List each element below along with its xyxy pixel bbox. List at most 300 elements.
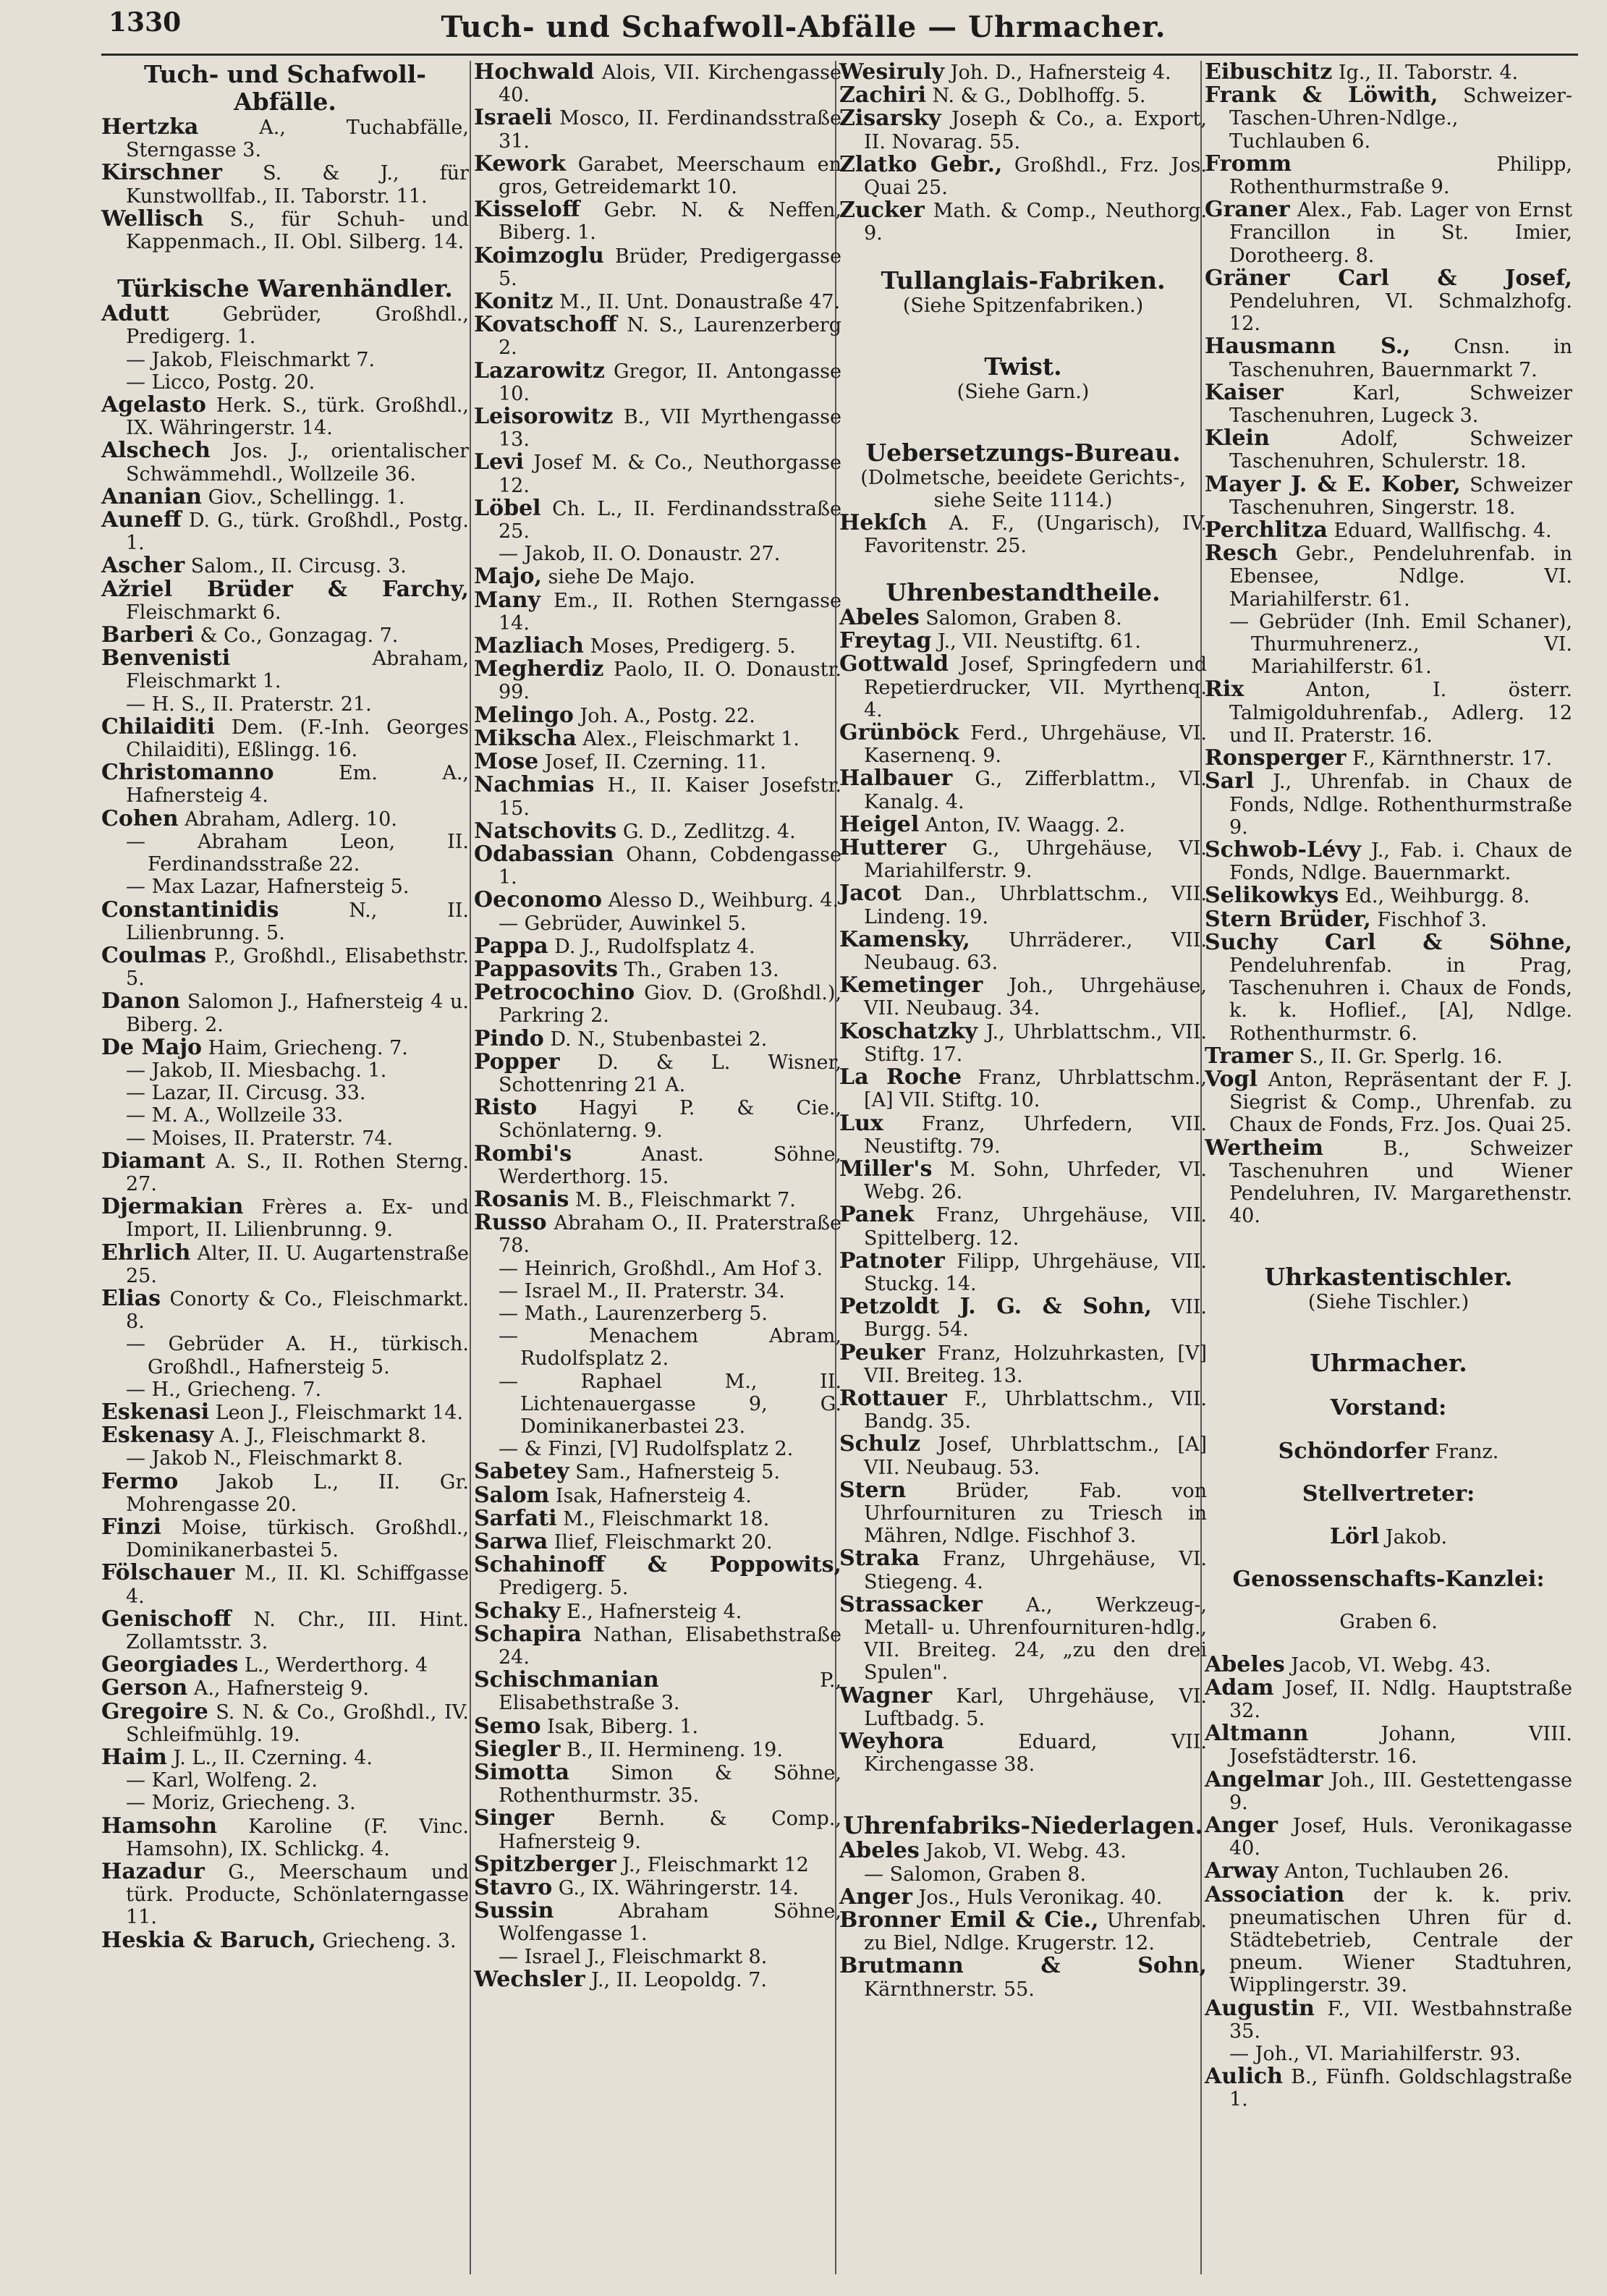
entry-name: Sarwa <box>474 1529 548 1554</box>
entry-name: Diamant <box>101 1148 205 1174</box>
directory-entry <box>839 928 1207 974</box>
entry-name: Gräner Carl & Josef, <box>1205 265 1572 291</box>
directory-entry <box>101 1287 469 1333</box>
entry-details: Graben 6. <box>1339 1611 1438 1634</box>
entry-details: J. L., II. Czerning. 4. <box>166 1747 373 1770</box>
directory-entry <box>1205 61 1572 84</box>
directory-entry <box>101 1401 469 1424</box>
directory-entry <box>474 774 841 819</box>
entry-name: Christomanno <box>101 760 274 786</box>
directory-entry <box>474 958 841 981</box>
entry-details: Paolo, II. O. Donaustr. 99. <box>499 658 841 704</box>
entry-details: B., Fünfh. Goldschlagstraße 1. <box>1229 2066 1572 2111</box>
directory-entry <box>839 630 1207 653</box>
entry-details: Dem. (F.-Inh. Georges Chilaiditi), Eßlingg. 16. <box>126 716 469 762</box>
directory-entry <box>1205 747 1572 770</box>
entry-name: Resch <box>1205 541 1278 567</box>
entry-details: Cnsn. in Taschenuhren, Bauernmarkt 7. <box>1229 336 1572 381</box>
running-head: Tuch- und Schafwoll-Abfälle — Uhrmacher. <box>441 10 1166 44</box>
directory-entry <box>839 1682 1207 1730</box>
directory-entry <box>101 483 469 509</box>
entry-details: Anton, Repräsentant der F. J. Siegrist & Comp., Uhrenfab. zu Chaux de Fonds, Frz. Jos. Quai 25. <box>1229 1068 1572 1137</box>
entry-name: Straka <box>839 1546 920 1572</box>
directory-entry <box>474 589 841 635</box>
entry-details: Jos., Huls Veronikag. 40. <box>912 1886 1163 1909</box>
entry-name: Stellvertreter: <box>1302 1480 1475 1507</box>
entry-name: Wellisch <box>101 206 204 232</box>
entry-details: — Menachem Abram, Rudolfsplatz 2. <box>499 1325 841 1371</box>
directory-entry <box>101 876 469 898</box>
entry-name: Altmann <box>1205 1721 1309 1747</box>
entry-details: Brüder, Predigergasse 5. <box>499 245 841 290</box>
directory-entry <box>474 290 841 313</box>
directory-entry <box>474 1280 841 1302</box>
directory-entry <box>474 912 841 935</box>
directory-entry <box>101 1082 469 1104</box>
entry-details: Franz, Uhrgehäuse, VI. Stiegeng. 4. <box>864 1548 1207 1593</box>
entry-name: Odabassian <box>474 841 614 867</box>
entry-name: Ananian <box>101 483 202 509</box>
entry-details: M., II. Kl. Schiffgasse 4. <box>126 1562 469 1608</box>
entry-details: J., Fleischmarkt 12 <box>616 1853 809 1876</box>
directory-entry <box>101 394 469 439</box>
entry-name: Kework <box>474 151 566 177</box>
entry-details: Em., II. Rothen Sterngasse 14. <box>499 589 841 635</box>
directory-entry <box>839 1339 1207 1387</box>
cross-reference: (Siehe Garn.) <box>957 380 1090 403</box>
entry-details: — Gebrüder A. H., türkisch. Großhdl., Hafnersteig 5. <box>126 1333 469 1378</box>
entry-name: Kaiser <box>1205 379 1284 405</box>
directory-entry <box>1205 1881 1572 1997</box>
entry-details: Josef, Springfedern und Repetierdrucker, VII. Myrthenq. 4. <box>864 653 1207 721</box>
entry-details: — Heinrich, Großhdl., Am Hof 3. <box>499 1257 823 1280</box>
entry-details: der k. k. priv. pneumatischen Uhren für d. Städtebetrieb, Centrale der pneum. Wiener Stadtuhren, Wipplingerstr. 39. <box>1229 1884 1572 1997</box>
entry-details: Josef M. & Co., Neuthorgasse 12. <box>499 452 841 497</box>
directory-entry <box>474 405 841 451</box>
entry-details: B., II. Hermineng. 19. <box>560 1738 783 1761</box>
entry-name: Abeles <box>1205 1651 1285 1677</box>
entry-name: Schulz <box>839 1431 920 1457</box>
directory-entry <box>474 106 841 152</box>
directory-entry <box>1205 931 1572 1045</box>
directory-entry <box>1205 1860 1572 1883</box>
directory-entry <box>1205 427 1572 473</box>
entry-details: S. N. & Co., Großhdl., IV. Schleifmühlg. 19. <box>126 1700 469 1746</box>
directory-entry <box>474 61 841 106</box>
entry-name: Kisseloff <box>474 197 580 223</box>
column-2 <box>474 61 841 1991</box>
entry-details: Fleischmarkt 6. <box>126 601 281 624</box>
directory-entry <box>839 509 1207 557</box>
entry-details: D. G., türk. Großhdl., Postg. 1. <box>126 509 469 555</box>
directory-entry <box>474 1876 841 1899</box>
directory-entry <box>101 1860 469 1929</box>
entry-name: Zucker <box>839 198 925 224</box>
entry-details: — Moises, II. Praterstr. 74. <box>126 1127 394 1150</box>
directory-entry <box>101 1036 469 1059</box>
section-heading: Uhrmacher. <box>1310 1349 1467 1378</box>
guild-officer-line <box>1205 1440 1572 1463</box>
directory-entry <box>101 1792 469 1814</box>
directory-entry <box>474 1807 841 1852</box>
entry-details: Karl, Uhrgehäuse, VI. Luftbadg. 5. <box>864 1685 1207 1730</box>
directory-entry <box>474 1669 841 1714</box>
entry-name: Gerson <box>101 1675 188 1701</box>
entry-name: Zlatko Gebr., <box>839 151 1003 177</box>
entry-details: Bernh. & Comp., Hafnersteig 9. <box>499 1808 841 1853</box>
directory-entry <box>474 1530 841 1554</box>
entry-details: Schweizer Taschenuhren, Singerstr. 18. <box>1229 473 1572 519</box>
entry-details: — Jakob, II. Miesbachg. 1. <box>126 1059 387 1082</box>
entry-details: Math. & Comp., Neuthorg. 9. <box>864 200 1207 245</box>
entry-details: Hagyi P. & Cie., Schönlaterng. 9. <box>499 1097 841 1143</box>
directory-entry <box>101 1333 469 1378</box>
directory-entry <box>101 1195 469 1241</box>
entry-name: Djermakian <box>101 1194 244 1220</box>
entry-name: Freytag <box>839 628 932 654</box>
entry-name: Koschatzky <box>839 1018 978 1044</box>
directory-entry <box>101 693 469 716</box>
directory-entry <box>474 1438 841 1460</box>
directory-entry <box>101 990 469 1035</box>
directory-entry <box>1205 884 1572 907</box>
guild-officer-line <box>1205 1611 1572 1633</box>
entry-name: Schöndorfer <box>1278 1438 1429 1464</box>
entry-name: Kemetinger <box>839 973 983 999</box>
cross-reference: (Siehe Spitzenfabriken.) <box>902 294 1144 317</box>
entry-details: Gebr. N. & Neffen, Biberg. 1. <box>499 199 841 245</box>
entry-details: N. & G., Doblhoffg. 5. <box>926 85 1146 108</box>
entry-details: — Gebrüder, Auwinkel 5. <box>499 912 747 935</box>
entry-details: — Lazar, II. Circusg. 33. <box>126 1082 366 1105</box>
directory-entry <box>474 1302 841 1325</box>
entry-name: La Roche <box>839 1064 962 1090</box>
directory-entry <box>474 1968 841 1991</box>
entry-details: Ch. L., II. Ferdinandsstraße 25. <box>499 497 841 543</box>
directory-entry <box>101 554 469 577</box>
entry-name: Majo, <box>474 564 542 590</box>
directory-entry <box>474 198 841 244</box>
directory-entry <box>1205 519 1572 542</box>
directory-entry <box>101 1059 469 1082</box>
column-4 <box>1205 61 1572 2111</box>
entry-details: Alex., Fab. Lager von Ernst Francillon in St. Imier, Dorotheerg. 8. <box>1229 199 1572 267</box>
entry-details: Frères a. Ex- und Import, II. Lilienbrunng. 9. <box>126 1196 469 1242</box>
entry-name: Agelasto <box>101 392 206 418</box>
entry-name: Selikowkys <box>1205 883 1339 909</box>
entry-name: Eibuschitz <box>1205 59 1333 85</box>
entry-name: Petzoldt J. G. & Sohn, <box>839 1294 1152 1320</box>
entry-name: Chilaiditi <box>101 713 215 740</box>
column-3 <box>839 61 1207 2001</box>
entry-name: Stern <box>839 1477 907 1503</box>
entry-name: Lazarowitz <box>474 357 605 384</box>
directory-entry <box>101 944 469 990</box>
entry-name: Jacot <box>839 881 902 907</box>
entry-name: Strassacker <box>839 1591 983 1617</box>
entry-details: Abraham Söhne, Wolfengasse 1. <box>499 1900 841 1946</box>
directory-entry <box>101 1700 469 1746</box>
entry-details: — Gebrüder (Inh. Emil Schaner), Thurmuhrenerz., VI. Mariahilferstr. 61. <box>1229 610 1572 679</box>
entry-name: Megherdiz <box>474 656 604 682</box>
entry-name: Gottwald <box>839 651 949 677</box>
entry-name: Perchlitza <box>1205 517 1328 543</box>
entry-name: Association <box>1205 1881 1345 1907</box>
entry-details: — Salomon, Graben 8. <box>864 1863 1087 1886</box>
directory-entry <box>474 565 841 588</box>
directory-entry <box>1205 678 1572 747</box>
directory-entry <box>1205 1045 1572 1068</box>
entry-name: Tramer <box>1205 1043 1294 1069</box>
entry-details: P., Elisabethstraße 3. <box>499 1669 841 1715</box>
directory-entry <box>474 1460 841 1483</box>
entry-details: — & Finzi, [V] Rudolfsplatz 2. <box>499 1438 794 1461</box>
entry-details: — Jakob, Fleischmarkt 7. <box>126 348 376 371</box>
entry-name: Genischoff <box>101 1606 232 1632</box>
entry-details: Abraham O., II. Praterstraße 78. <box>499 1212 841 1258</box>
directory-entry <box>101 761 469 807</box>
spacer <box>839 1776 1207 1812</box>
entry-name: Ronsperger <box>1205 745 1347 771</box>
header-rule <box>101 54 1578 56</box>
directory-entry <box>474 889 841 912</box>
entry-name: Sarl <box>1205 768 1255 795</box>
entry-details: Joh. D., Hafnersteig 4. <box>944 62 1171 84</box>
directory-entry <box>839 1433 1207 1478</box>
entry-name: Konitz <box>474 289 554 315</box>
entry-details: Josef, Huls. Veronikagasse 40. <box>1229 1815 1572 1860</box>
entry-details: F., VII. Westbahnstraße 35. <box>1229 1997 1572 2043</box>
entry-details: Jakob L., II. Gr. Mohrengasse 20. <box>126 1470 469 1516</box>
directory-entry <box>839 153 1207 199</box>
directory-entry <box>101 208 469 253</box>
entry-name: Arway <box>1205 1858 1279 1884</box>
entry-details: G., Zifferblattm., VI. Kanalg. 4. <box>864 768 1207 813</box>
entry-name: Hazadur <box>101 1859 205 1885</box>
entry-name: Mose <box>474 749 539 775</box>
entry-name: Sarfati <box>474 1505 557 1531</box>
entry-name: Lörl <box>1329 1523 1380 1549</box>
entry-name: Stern Brüder, <box>1205 906 1371 932</box>
entry-name: Danon <box>101 988 181 1014</box>
directory-entry <box>474 1715 841 1738</box>
entry-details: M. Sohn, Uhrfeder, VI. Webg. 26. <box>864 1158 1207 1204</box>
entry-details: Ig., II. Taborstr. 4. <box>1332 62 1519 84</box>
entry-name: Lux <box>839 1110 883 1136</box>
directory-entry <box>101 624 469 647</box>
entry-name: Anger <box>839 1884 912 1910</box>
entry-details: Conorty & Co., Fleischmarkt. 8. <box>126 1287 469 1334</box>
entry-details: — Math., Laurenzerberg 5. <box>499 1302 768 1325</box>
entry-name: Petrocochino <box>474 980 635 1006</box>
entry-name: Siegler <box>474 1736 561 1762</box>
entry-details: Kärnthnerstr. 55. <box>864 1978 1035 2001</box>
directory-entry <box>101 1815 469 1860</box>
entry-details: F., Kärnthnerstr. 17. <box>1346 747 1553 771</box>
directory-entry <box>101 302 469 348</box>
spacer <box>839 317 1207 353</box>
entry-details: Josef, Uhrblattschm., [A] VII. Neubaug. 53. <box>864 1433 1207 1479</box>
entry-name: Graner <box>1205 197 1290 223</box>
directory-entry <box>839 882 1207 928</box>
entry-details: Em. A., Hafnersteig 4. <box>126 762 469 808</box>
directory-entry <box>101 899 469 944</box>
entry-name: Rix <box>1205 677 1245 703</box>
entry-details: Ferd., Uhrgehäuse, VI. Kasernenq. 9. <box>864 722 1207 768</box>
directory-entry <box>101 831 469 876</box>
entry-details: Philipp, Rothenthurmstraße 9. <box>1229 153 1572 199</box>
entry-name: Salom <box>474 1482 550 1508</box>
entry-name: Brutmann & Sohn, <box>839 1953 1207 1979</box>
entry-details: Simon & Söhne, Rothenthurmstr. 35. <box>499 1762 841 1808</box>
entry-details: Schweizer-Taschen-Uhren-Ndlge., Tuchlauben 6. <box>1229 85 1572 153</box>
entry-name: Bronner Emil & Cie., <box>839 1907 1099 1933</box>
directory-entry <box>474 1761 841 1807</box>
directory-entry <box>474 727 841 750</box>
entry-details: B., VII Myrthengasse 13. <box>499 406 841 452</box>
entry-name: Stavro <box>474 1875 553 1901</box>
directory-entry <box>1205 1653 1572 1677</box>
directory-entry <box>101 116 469 161</box>
directory-entry <box>474 1096 841 1142</box>
entry-name: Schapira <box>474 1621 582 1647</box>
entry-name: Ažriel Brüder & Farchy, <box>101 576 469 602</box>
entry-name: Ascher <box>101 553 185 579</box>
directory-entry <box>101 1104 469 1127</box>
entry-details: Salomon J., Hafnersteig 4 u. Biberg. 2. <box>126 991 469 1036</box>
directory-entry <box>101 805 469 831</box>
entry-details: Gregor, II. Antongasse 10. <box>499 360 841 405</box>
directory-entry <box>1205 267 1572 336</box>
entry-name: Haim <box>101 1745 167 1771</box>
entry-name: Schaky <box>474 1598 561 1624</box>
entry-details: S., II. Gr. Sperlg. 16. <box>1293 1045 1503 1068</box>
directory-entry <box>101 1608 469 1653</box>
entry-name: Panek <box>839 1202 914 1228</box>
directory-entry <box>839 1839 1207 1863</box>
section-heading: Tullanglais-Fabriken. <box>881 266 1166 295</box>
entry-name: Hertzka <box>101 114 199 140</box>
entry-name: Wagner <box>839 1682 933 1708</box>
entry-name: Pappasovits <box>474 956 619 982</box>
entry-details: Brüder, Fab. von Uhrfournituren zu Triesch in Mähren, Ndlge. Fischhof 3. <box>864 1479 1207 1548</box>
entry-name: Heskia & Baruch, <box>101 1927 316 1953</box>
entry-details: — Raphael M., II. Lichtenauergasse 9, G. Dominikanerbastei 23. <box>499 1370 841 1438</box>
entry-name: Augustin <box>1205 1995 1315 2021</box>
entry-details: D. N., Stubenbastei 2. <box>543 1028 768 1051</box>
entry-name: Natschovits <box>474 818 617 844</box>
directory-entry <box>839 767 1207 813</box>
section-heading: Tuch- und Schafwoll-Abfälle. <box>143 60 427 116</box>
entry-details: Pendeluhrenfab. in Prag, Taschenuhren i. Chaux de Fonds, k. k. Hoflief., [A], Ndlge. Rothenthurmstr. 6. <box>1229 954 1572 1045</box>
entry-details: Eduard, VII. Kirchengasse 38. <box>864 1730 1207 1776</box>
entry-name: Suchy Carl & Söhne, <box>1205 929 1572 955</box>
entry-details: Ilief, Fleischmarkt 20. <box>548 1531 773 1554</box>
entry-name: Hausmann S., <box>1205 334 1411 360</box>
entry-details: Herk. S., türk. Großhdl., IX. Währingerstr. 14. <box>126 394 469 440</box>
entry-name: Oeconomo <box>474 887 603 913</box>
entry-details: A., Hafnersteig 9. <box>187 1677 369 1700</box>
directory-entry <box>1205 2043 1572 2065</box>
directory-entry <box>474 1899 841 1945</box>
entry-name: Klein <box>1205 425 1270 452</box>
entry-details: A., Tuchabfälle, Sterngasse 3. <box>126 117 469 162</box>
directory-entry <box>101 578 469 624</box>
entry-name: Sussin <box>474 1898 554 1924</box>
directory-entry <box>101 509 469 554</box>
directory-entry <box>474 1371 841 1439</box>
entry-details: — Max Lazar, Hafnersteig 5. <box>126 876 410 899</box>
entry-details: Karl, Schweizer Taschenuhren, Lugeck 3. <box>1229 381 1572 428</box>
directory-entry <box>1205 335 1572 381</box>
entry-details: Fischhof 3. <box>1370 908 1488 931</box>
entry-details: J., Fab. i. Chaux de Fonds, Ndlge. Bauernmarkt. <box>1229 839 1572 885</box>
directory-entry <box>474 704 841 727</box>
entry-details: P., Großhdl., Elisabethstr. 5. <box>126 944 469 991</box>
directory-entry <box>474 1140 841 1188</box>
page-number: 1330 <box>109 7 182 38</box>
entry-details: B., Schweizer Taschenuhren und Wiener Pendeluhren, IV. Margarethenstr. 40. <box>1229 1137 1572 1228</box>
entry-name: Rottauer <box>839 1385 947 1411</box>
entry-details: Joh., III. Gestettengasse 9. <box>1229 1768 1572 1814</box>
entry-details: J., II. Leopoldg. 7. <box>585 1968 767 1991</box>
guild-officer-line <box>1205 1525 1572 1549</box>
directory-entry <box>474 1051 841 1096</box>
directory-entry <box>1205 1722 1572 1768</box>
entry-details: Salomon, Graben 8. <box>919 607 1122 630</box>
directory-entry <box>1205 1814 1572 1860</box>
entry-name: Anger <box>1205 1813 1278 1838</box>
directory-entry <box>474 658 841 703</box>
entry-details: — Abraham Leon, II. Ferdinandsstraße 22. <box>126 830 469 876</box>
entry-details: A. F., (Ungarisch), IV. Favoritenstr. 25. <box>864 512 1207 557</box>
directory-entry <box>474 451 841 496</box>
entry-details: D. & L. Wisner, Schottenring 21 A. <box>499 1051 841 1096</box>
directory-entry <box>474 1025 841 1051</box>
directory-entry <box>101 1677 469 1700</box>
entry-details: Joh. A., Postg. 22. <box>573 704 755 727</box>
entry-name: Hochwald <box>474 59 595 85</box>
spacer <box>1205 1313 1572 1350</box>
directory-entry <box>474 543 841 565</box>
entry-details: Filipp, Uhrgehäuse, VII. Stuckg. 14. <box>864 1250 1207 1295</box>
directory-entry <box>474 1738 841 1761</box>
directory-entry <box>101 1562 469 1607</box>
directory-entry <box>1205 381 1572 427</box>
entry-name: Abeles <box>839 1838 920 1864</box>
directory-entry <box>474 1325 841 1370</box>
entry-details: D. J., Rudolfsplatz 4. <box>548 935 755 958</box>
entry-details: N. S., Laurenzerberg 2. <box>499 314 841 360</box>
entry-details: Adolf, Schweizer Taschenuhren, Schulerstr. 18. <box>1229 428 1572 473</box>
directory-entry <box>101 1516 469 1562</box>
entry-details: Franz, Uhrgehäuse, VII. Spittelberg. 12. <box>864 1204 1207 1250</box>
entry-details: L., Werderthorg. 4 <box>238 1654 428 1677</box>
directory-entry <box>474 1600 841 1623</box>
entry-name: Cohen <box>101 805 179 831</box>
entry-name: Vogl <box>1205 1066 1258 1092</box>
directory-entry <box>1205 1997 1572 2043</box>
entry-details: Alex., Fleischmarkt 1. <box>576 727 800 750</box>
entry-details: M., Fleischmarkt 18. <box>556 1507 770 1530</box>
directory-entry <box>1205 198 1572 267</box>
entry-name: Fölschauer <box>101 1560 235 1586</box>
entry-details: M., II. Unt. Donaustraße 47. <box>553 291 841 314</box>
directory-entry <box>101 1127 469 1150</box>
entry-name: Popper <box>474 1049 560 1075</box>
directory-entry <box>839 974 1207 1020</box>
entry-details: Giov., Schellingg. 1. <box>201 486 405 509</box>
